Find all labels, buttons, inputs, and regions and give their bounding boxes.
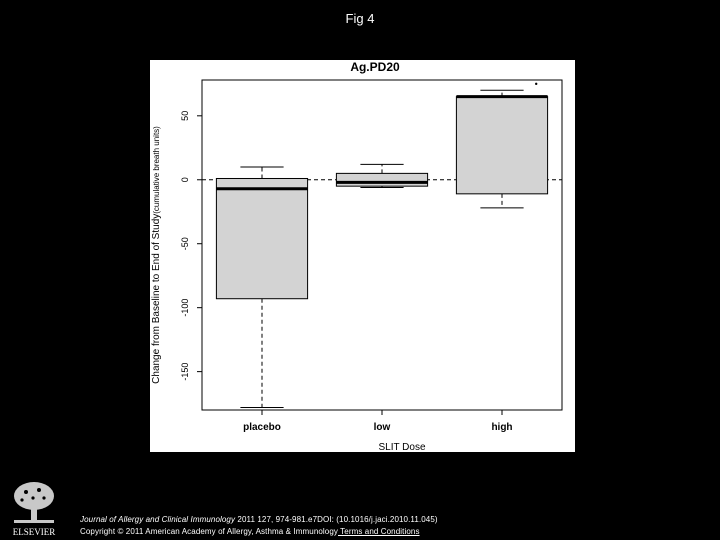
y-tick-label: 50 (180, 110, 190, 121)
box-plot-figure (150, 60, 575, 452)
y-tick-label: -150 (180, 362, 190, 381)
box-placebo (216, 178, 307, 298)
outlier-point (535, 83, 537, 85)
figure-title: Fig 4 (345, 11, 375, 26)
copyright-line (80, 527, 420, 536)
y-axis-label-units: (cumulative breath units) (152, 126, 161, 214)
chart-title: Ag.PD20 (350, 60, 400, 74)
y-tick-label: -100 (180, 298, 190, 317)
citation-journal: Journal of Allergy and Clinical Immunology (80, 515, 236, 524)
y-axis-label (151, 126, 162, 384)
x-tick-label: high (491, 422, 513, 433)
elsevier-logo-text: ELSEVIER (12, 527, 56, 537)
citation-line (80, 515, 438, 524)
x-tick-label: placebo (243, 422, 281, 433)
citation-details: 2011 127, 974-981.e7DOI: (10.1016/j.jaci.2010.11.045) (235, 515, 438, 524)
plot-area (180, 80, 562, 433)
terms-and-conditions-link[interactable]: Terms and Conditions (338, 527, 420, 536)
elsevier-logo (6, 478, 62, 538)
x-axis-label: SLIT Dose (378, 442, 426, 452)
box-low (336, 173, 427, 186)
y-tick-label: 0 (180, 177, 190, 183)
box-high (456, 97, 547, 194)
y-axis-label-main: Change from Baseline to End of Study (151, 213, 162, 384)
x-tick-label: low (373, 422, 391, 433)
box-plot-chart (150, 60, 575, 452)
copyright-text: Copyright © 2011 American Academy of Allergy, Asthma & Immunology (80, 527, 338, 536)
y-tick-label: -50 (180, 237, 190, 251)
